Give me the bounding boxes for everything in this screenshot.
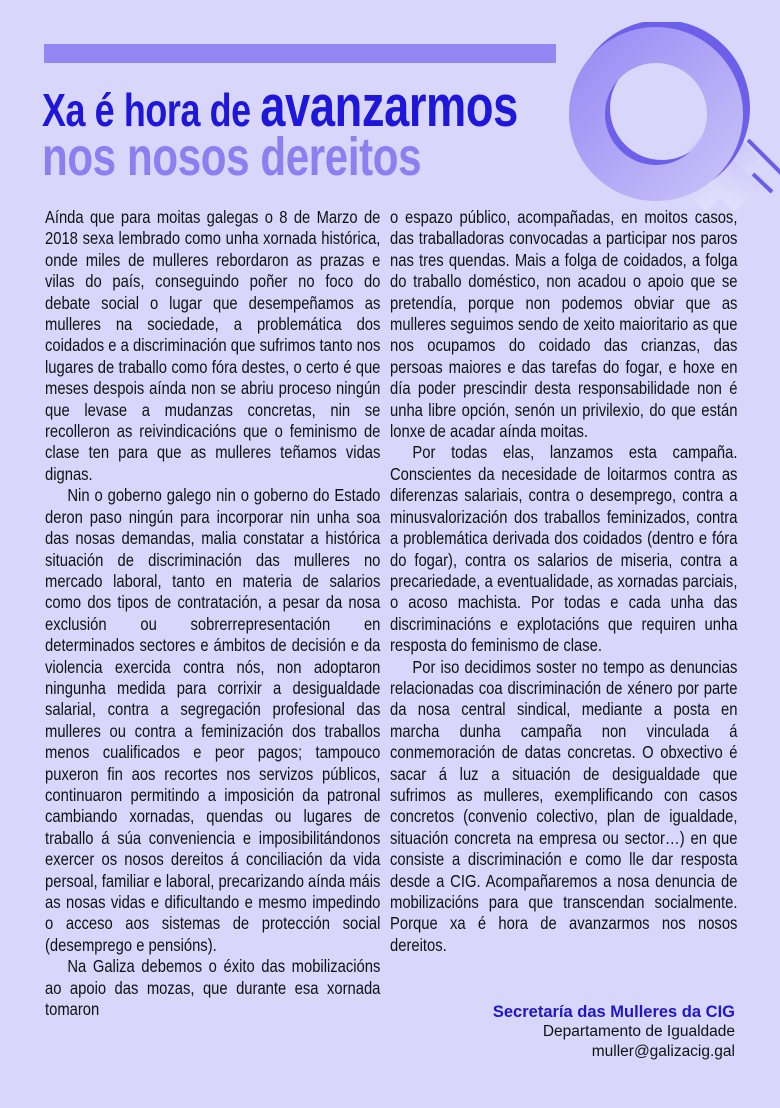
title-line-1: Xa é hora de avanzarmos bbox=[42, 74, 518, 139]
signature-organization: Secretaría das Mulleres da CIG bbox=[492, 1003, 735, 1021]
signature-email[interactable]: muller@galizacig.gal bbox=[591, 1043, 735, 1060]
title-line-2: nos nosos dereitos bbox=[42, 127, 422, 187]
accent-bar bbox=[44, 44, 556, 63]
paragraph: Por todas elas, lanzamos esta campaña. Conscientes da necesidade de loitarmos contra as diferenzas salariais, contra o desemprego, contra a minusvalorización dos traballos feminizados, contra a problemática derivada dos coidados (dentro e fóra do fogar), contra os salarios de miseria, contra a precariedade, a eventualidade, as xornadas parciais, o acoso machista. Por todas e cada unha das discriminacións e explotacións que requiren unha resposta do feminismo de clase. bbox=[390, 442, 738, 656]
page-title bbox=[42, 74, 518, 187]
signature-department: Departamento de Igualdade bbox=[542, 1023, 735, 1040]
paragraph: Na Galiza debemos o éxito das mobilizacións ao apoio das mozas, que durante esa xornada tomaron bbox=[45, 956, 381, 1020]
paragraph: Por iso decidimos soster no tempo as denuncias relacionadas coa discriminación de xénero por parte da nosa central sindical, mediante a posta en marcha dunha campaña non vinculada á conmemoración de datas concretas. O obxectivo é sacar á luz a situación de desigualdade que sufrimos as mulleres, exemplificando con casos concretos (convenio colectivo, plan de igualdade, situación concreta na empresa ou sector…) en que consiste a discriminación e como lle dar resposta desde a CIG. Acompañaremos a nosa denuncia de mobilizacións para que transcendan socialmente. Porque xa é hora de avanzarmos nos nosos dereitos. bbox=[390, 656, 738, 955]
body-column-right bbox=[390, 207, 737, 956]
venus-icon bbox=[550, 22, 780, 212]
paragraph: o espazo público, acompañadas, en moitos casos, das traballadoras convocadas a participar nos paros nas tres quendas. Mais a folga de coidados, a folga do traballo doméstico, non acadou o apoio que se pretendía, porque non podemos obviar que as mulleres seguimos sendo de xeito maioritario as que nos ocupamos do coidado das crianzas, das persoas maiores e das tarefas do fogar, e hoxe en día poder prescindir desta responsabilidade non é unha libre opción, senón un privilexio, do que están lonxe de acadar aínda moitas. bbox=[390, 207, 738, 442]
paragraph: Nin o goberno galego nin o goberno do Estado deron paso ningún para incorporar nin unha soa das nosas demandas, malia constatar a histórica situación de discriminación das mulleres no mercado laboral, tanto en materia de salarios como dos tipos de contratación, a pesar da nosa exclusión ou sobrerrepresentación en determinados sectores e ámbitos de decisión e da violencia exercida contra nós, non adoptaron ningunha medida para corrixir a desigualdade salarial, contra a segregación profesional das mulleres ou contra a feminización dos traballos menos cualificados e peor pagos; tampouco puxeron fin aos recortes nos servizos públicos, continuaron permitindo a imposición da patronal cambiando xornadas, quendas ou lugares de traballo á súa conveniencia e imposibilitándonos exercer os nosos dereitos á conciliación da vida persoal, familiar e laboral, precarizando aínda máis as nosas vidas e dificultando e mesmo impedindo o acceso aos sistemas de protección social (desemprego e pensións). bbox=[45, 485, 381, 955]
signature-block bbox=[493, 1002, 735, 1062]
paragraph: Aínda que para moitas galegas o 8 de Marzo de 2018 sexa lembrado como unha xornada histórica, onde miles de mulleres rebordaron as prazas e vilas do país, conseguindo poñer no foco do debate social o lugar que desempeñamos as mulleres na sociedade, a problemática dos coidados e a discriminación que sufrimos tanto nos lugares de traballo como fóra destes, o certo é que meses despois aínda non se abriu proceso ningún que levase a mudanzas concretas, nin se recolleron as reivindicacións que o feminismo de clase ten para que as mulleres teñamos vidas dignas. bbox=[45, 207, 381, 484]
title-emphasis: avanzarmos bbox=[260, 74, 518, 139]
body-column-left bbox=[45, 207, 380, 1020]
